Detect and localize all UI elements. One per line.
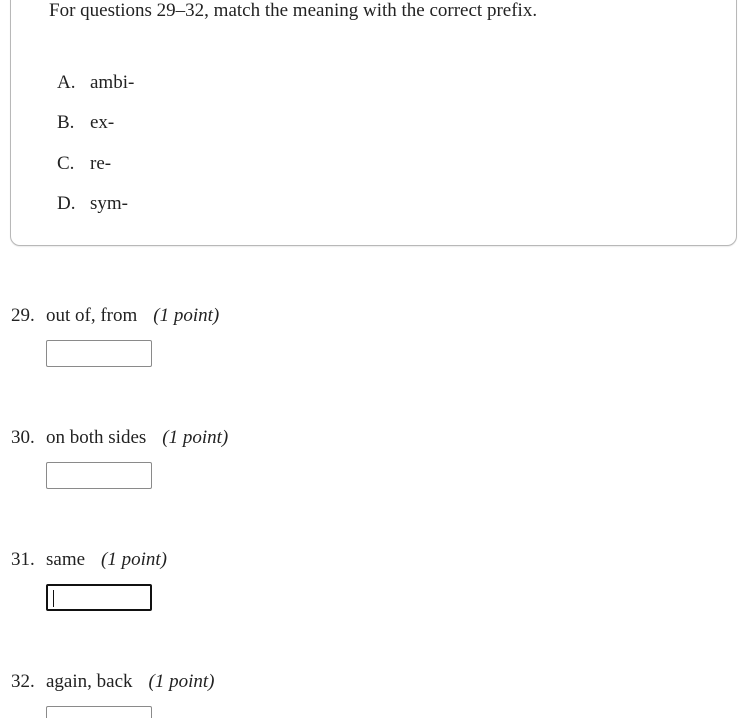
question-29 <box>11 305 219 327</box>
option-letter: B. <box>57 112 75 133</box>
option-d <box>57 193 128 215</box>
question-32 <box>11 671 214 693</box>
question-meaning: out of, from <box>46 305 138 326</box>
option-letter: C. <box>57 153 75 174</box>
question-meaning: same <box>46 549 86 570</box>
text-caret <box>53 590 54 607</box>
option-prefix: sym- <box>90 193 128 214</box>
question-number: 29. <box>11 305 35 326</box>
option-b <box>57 112 114 134</box>
question-number: 31. <box>11 549 35 570</box>
question-meaning: on both sides <box>46 427 147 448</box>
question-number: 32. <box>11 671 35 692</box>
question-31 <box>11 549 167 571</box>
answer-input-30[interactable] <box>46 462 152 489</box>
question-points: (1 point) <box>148 671 215 692</box>
option-a <box>57 72 134 94</box>
option-letter: D. <box>57 193 76 214</box>
option-prefix: re- <box>90 153 112 174</box>
question-number: 30. <box>11 427 35 448</box>
question-30 <box>11 427 228 449</box>
question-meaning: again, back <box>46 671 133 692</box>
answer-input-31[interactable] <box>46 584 152 611</box>
option-prefix: ambi- <box>90 72 135 93</box>
option-prefix: ex- <box>90 112 115 133</box>
instruction-box <box>10 0 737 246</box>
question-points: (1 point) <box>162 427 229 448</box>
answer-input-32[interactable] <box>46 706 152 718</box>
answer-input-29[interactable] <box>46 340 152 367</box>
instruction-text: For questions 29–32, match the meaning with the correct prefix. <box>49 0 538 21</box>
question-points: (1 point) <box>153 305 220 326</box>
question-points: (1 point) <box>101 549 168 570</box>
option-letter: A. <box>57 72 76 93</box>
option-c <box>57 153 111 175</box>
